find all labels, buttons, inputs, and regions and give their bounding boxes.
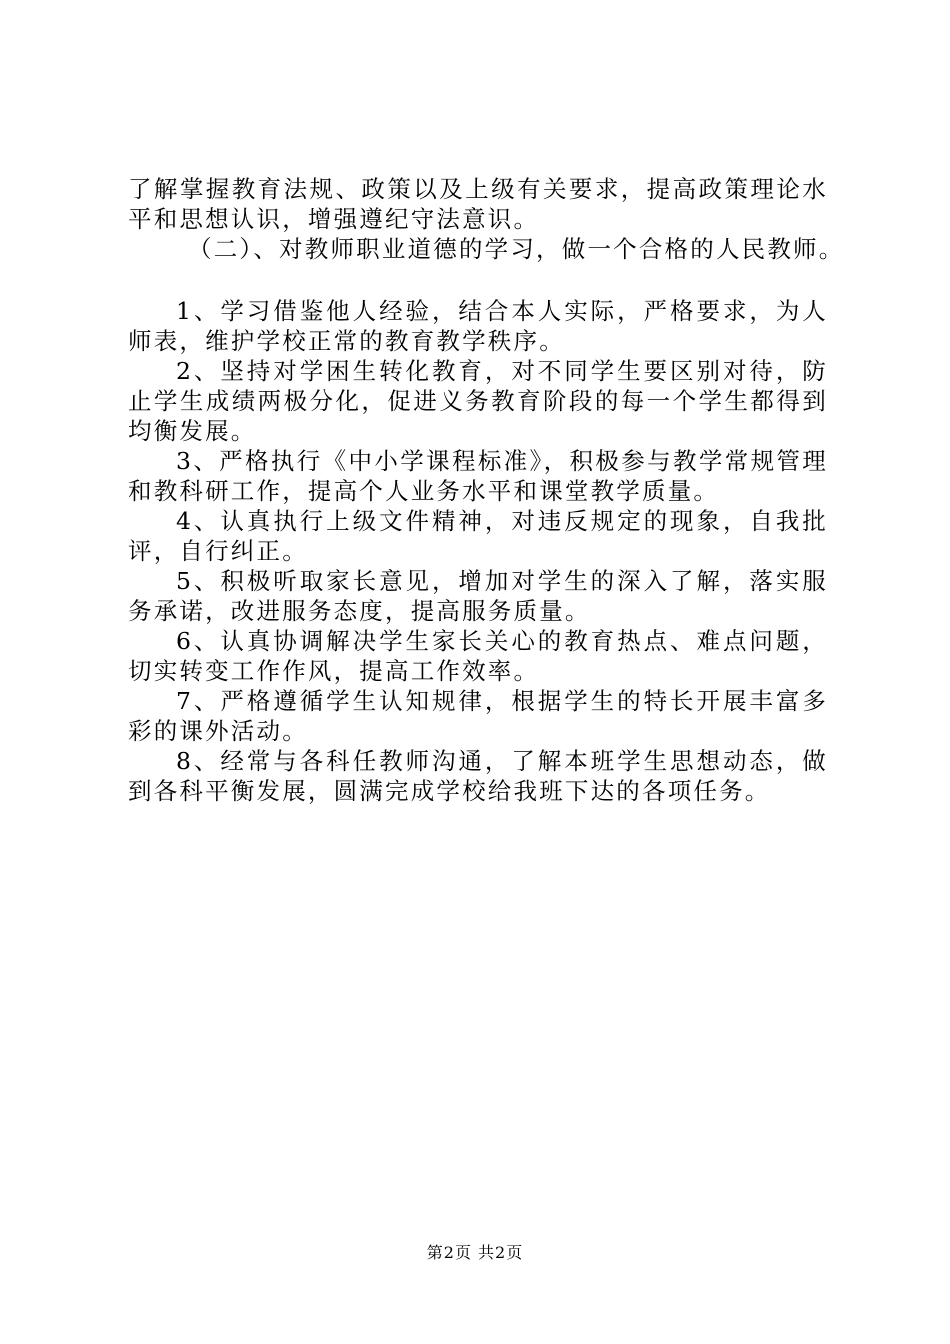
list-item: 2、坚持对学困生转化教育，对不同学生要区别对待，防止学生成绩两极分化，促进义务教育阶段的每一个学生都得到均衡发展。 bbox=[128, 357, 828, 445]
list-item: 6、认真协调解决学生家长关心的教育热点、难点问题，切实转变工作作风，提高工作效率。 bbox=[128, 627, 828, 685]
list-item: 1、学习借鉴他人经验，结合本人实际，严格要求，为人师表，维护学校正常的教育教学秩序。 bbox=[128, 297, 828, 355]
list-item: 7、严格遵循学生认知规律，根据学生的特长开展丰富多彩的课外活动。 bbox=[128, 687, 828, 745]
document-body bbox=[128, 174, 845, 806]
section-heading: （二）、对教师职业道德的学习，做一个合格的人民教师。 bbox=[188, 235, 845, 263]
page-indicator: 第2页 共2页 bbox=[426, 1243, 524, 1262]
list-item: 4、认真执行上级文件精神，对违反规定的现象，自我批评，自行纠正。 bbox=[128, 507, 828, 565]
list-item: 8、经常与各科任教师沟通，了解本班学生思想动态，做到各科平衡发展，圆满完成学校给我班下达的各项任务。 bbox=[128, 747, 828, 805]
list-item: 3、严格执行《中小学课程标准》，积极参与教学常规管理和教科研工作，提高个人业务水平和课堂教学质量。 bbox=[128, 447, 828, 505]
intro-paragraph: 了解掌握教育法规、政策以及上级有关要求，提高政策理论水平和思想认识，增强遵纪守法意识。 bbox=[128, 175, 828, 233]
page-footer bbox=[0, 1243, 950, 1263]
list-item: 5、积极听取家长意见，增加对学生的深入了解，落实服务承诺，改进服务态度，提高服务质量。 bbox=[128, 567, 828, 625]
